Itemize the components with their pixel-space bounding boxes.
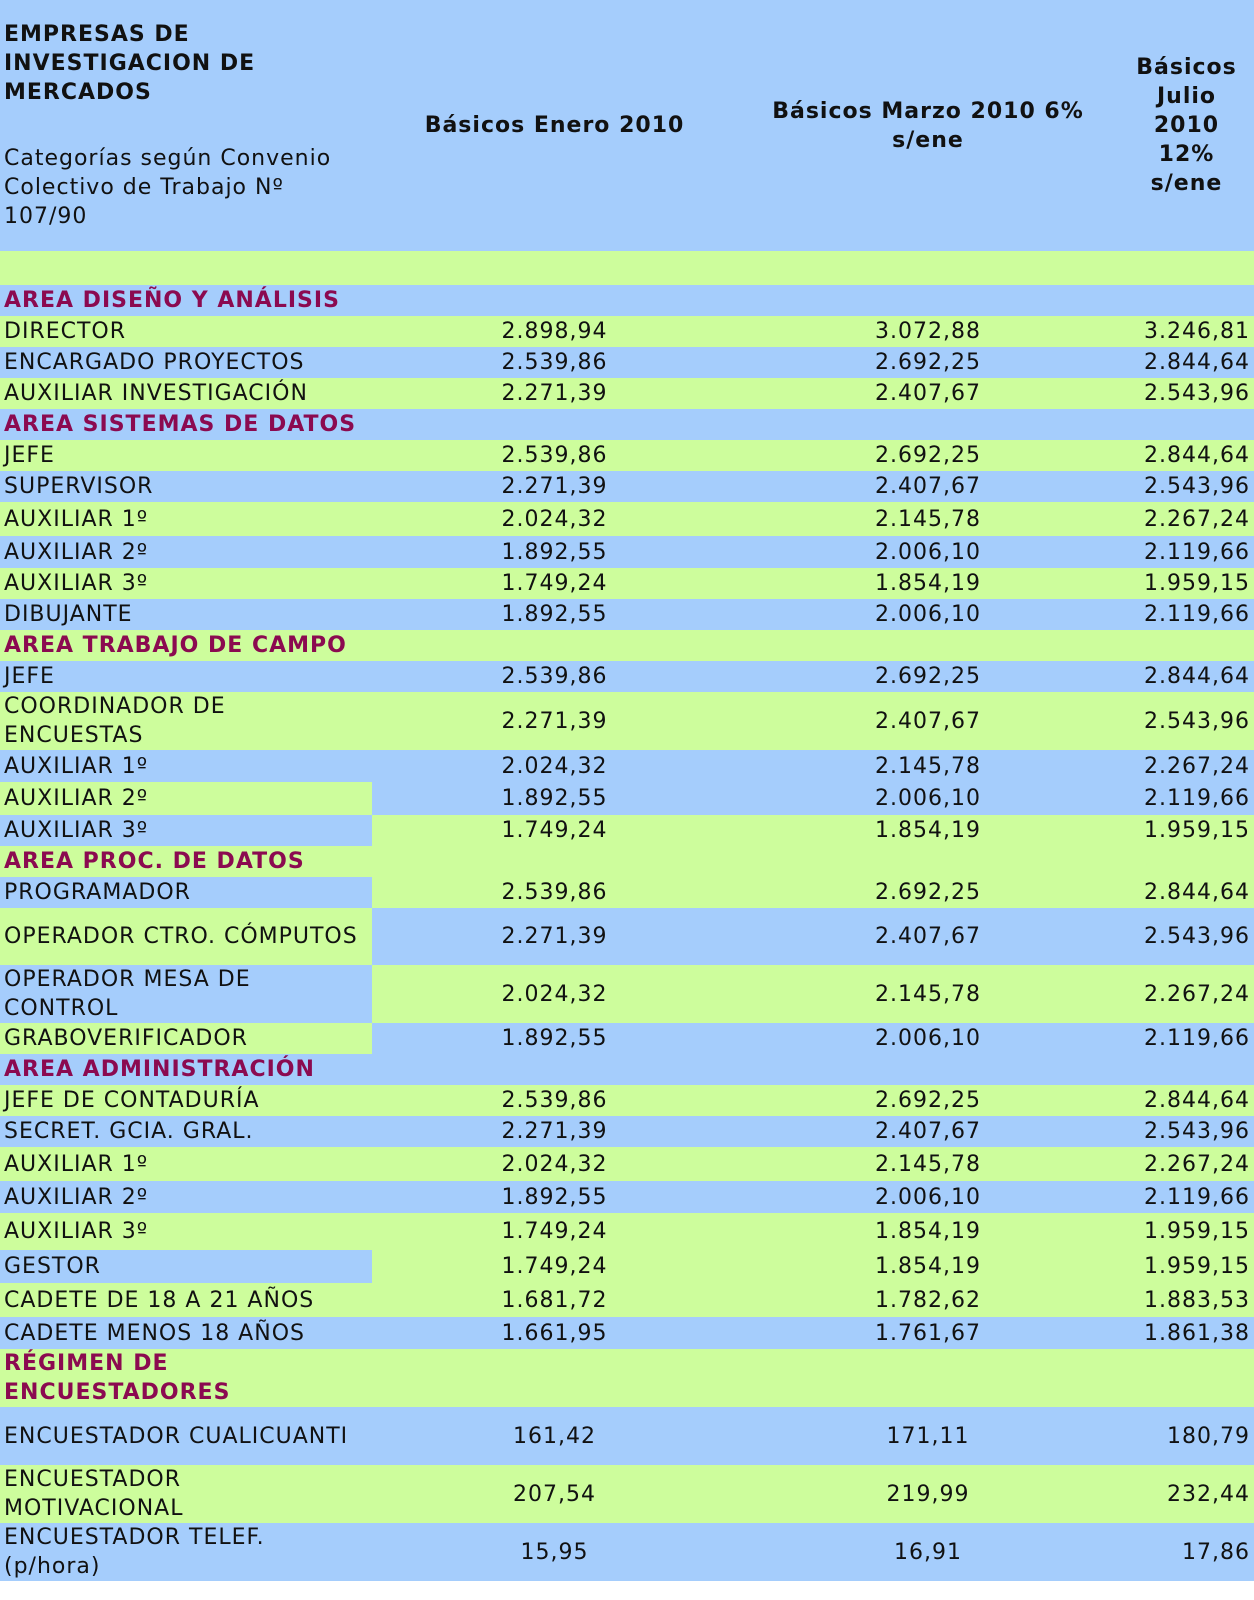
section-empty-cell xyxy=(737,630,1119,661)
table-row xyxy=(0,908,1254,965)
category-label: AUXILIAR 1º xyxy=(0,750,372,782)
value-julio: 1.959,15 xyxy=(1119,568,1254,599)
value-enero: 2.539,86 xyxy=(372,440,737,471)
value-enero: 2.539,86 xyxy=(372,1085,737,1116)
category-label: PROGRAMADOR xyxy=(0,877,372,908)
value-julio: 2.543,96 xyxy=(1119,471,1254,502)
value-marzo: 2.006,10 xyxy=(737,1023,1119,1054)
value-marzo: 1.854,19 xyxy=(737,568,1119,599)
section-empty-cell xyxy=(372,1054,737,1085)
category-label: AUXILIAR 1º xyxy=(0,1147,372,1181)
value-marzo: 171,11 xyxy=(737,1407,1119,1465)
value-enero: 1.749,24 xyxy=(372,815,737,846)
value-julio: 2.119,66 xyxy=(1119,1181,1254,1213)
value-marzo: 2.407,67 xyxy=(737,1116,1119,1147)
value-julio: 17,86 xyxy=(1119,1523,1254,1581)
value-enero: 2.898,94 xyxy=(372,316,737,347)
category-label: JEFE xyxy=(0,440,372,471)
table-row xyxy=(0,316,1254,347)
category-label: AUXILIAR INVESTIGACIÓN xyxy=(0,378,372,409)
value-marzo: 2.006,10 xyxy=(737,782,1119,815)
value-marzo: 2.145,78 xyxy=(737,750,1119,782)
category-label: CADETE MENOS 18 AÑOS xyxy=(0,1317,372,1349)
section-empty-cell xyxy=(737,409,1119,440)
section-title: AREA ADMINISTRACIÓN xyxy=(0,1054,372,1085)
value-julio: 3.246,81 xyxy=(1119,316,1254,347)
section-empty-cell xyxy=(372,846,737,877)
category-label: OPERADOR CTRO. CÓMPUTOS xyxy=(0,908,372,965)
section-empty-cell xyxy=(372,409,737,440)
section-empty-cell xyxy=(1119,846,1254,877)
value-marzo: 2.692,25 xyxy=(737,661,1119,692)
section-row xyxy=(0,285,1254,316)
table-row xyxy=(0,1023,1254,1054)
value-marzo: 16,91 xyxy=(737,1523,1119,1581)
value-marzo: 2.145,78 xyxy=(737,965,1119,1023)
category-label: AUXILIAR 2º xyxy=(0,782,372,815)
category-label: AUXILIAR 1º xyxy=(0,502,372,536)
section-title: AREA PROC. DE DATOS xyxy=(0,846,372,877)
value-marzo: 2.407,67 xyxy=(737,471,1119,502)
category-label: OPERADOR MESA DE CONTROL xyxy=(0,965,372,1023)
category-label: ENCUESTADOR MOTIVACIONAL xyxy=(0,1465,372,1523)
value-julio: 2.119,66 xyxy=(1119,599,1254,630)
value-marzo: 1.761,67 xyxy=(737,1317,1119,1349)
category-label: AUXILIAR 3º xyxy=(0,1213,372,1250)
category-label: AUXILIAR 3º xyxy=(0,815,372,846)
section-row xyxy=(0,1349,1254,1407)
category-label: ENCUESTADOR TELEF. (p/hora) xyxy=(0,1523,372,1581)
value-marzo: 2.692,25 xyxy=(737,347,1119,378)
category-label: CADETE DE 18 A 21 AÑOS xyxy=(0,1283,372,1317)
table-row xyxy=(0,1147,1254,1181)
value-julio: 2.267,24 xyxy=(1119,750,1254,782)
category-label: JEFE xyxy=(0,661,372,692)
section-title: AREA SISTEMAS DE DATOS xyxy=(0,409,372,440)
value-enero: 1.892,55 xyxy=(372,1023,737,1054)
section-empty-cell xyxy=(372,1349,737,1407)
value-julio: 180,79 xyxy=(1119,1407,1254,1465)
category-label: SUPERVISOR xyxy=(0,471,372,502)
value-julio: 2.543,96 xyxy=(1119,692,1254,750)
value-marzo: 1.782,62 xyxy=(737,1283,1119,1317)
value-marzo: 3.072,88 xyxy=(737,316,1119,347)
value-julio: 2.119,66 xyxy=(1119,536,1254,568)
table-row xyxy=(0,815,1254,846)
value-enero: 2.271,39 xyxy=(372,908,737,965)
value-enero: 2.539,86 xyxy=(372,877,737,908)
spacer-row xyxy=(0,251,1254,285)
value-julio: 2.119,66 xyxy=(1119,1023,1254,1054)
value-marzo: 1.854,19 xyxy=(737,1250,1119,1283)
table-row xyxy=(0,502,1254,536)
value-julio: 1.959,15 xyxy=(1119,1213,1254,1250)
value-julio: 1.861,38 xyxy=(1119,1317,1254,1349)
table-row xyxy=(0,568,1254,599)
value-julio: 2.844,64 xyxy=(1119,347,1254,378)
value-marzo: 2.145,78 xyxy=(737,1147,1119,1181)
value-julio: 1.883,53 xyxy=(1119,1283,1254,1317)
value-enero: 2.024,32 xyxy=(372,1147,737,1181)
table-row xyxy=(0,965,1254,1023)
section-empty-cell xyxy=(737,846,1119,877)
table-row xyxy=(0,1317,1254,1349)
table-row xyxy=(0,599,1254,630)
value-julio: 2.844,64 xyxy=(1119,440,1254,471)
col-header-marzo: Básicos Marzo 2010 6% s/ene xyxy=(772,98,1084,153)
table-row xyxy=(0,1181,1254,1213)
section-empty-cell xyxy=(1119,409,1254,440)
value-julio: 2.844,64 xyxy=(1119,877,1254,908)
category-label: JEFE DE CONTADURÍA xyxy=(0,1085,372,1116)
value-enero: 1.892,55 xyxy=(372,599,737,630)
value-enero: 2.271,39 xyxy=(372,1116,737,1147)
value-enero: 1.892,55 xyxy=(372,782,737,815)
table-row xyxy=(0,1407,1254,1465)
value-enero: 207,54 xyxy=(372,1465,737,1523)
value-enero: 2.024,32 xyxy=(372,965,737,1023)
value-marzo: 2.692,25 xyxy=(737,1085,1119,1116)
section-row xyxy=(0,1054,1254,1085)
value-marzo: 2.145,78 xyxy=(737,502,1119,536)
section-empty-cell xyxy=(737,285,1119,316)
value-enero: 161,42 xyxy=(372,1407,737,1465)
col-header-julio: Básicos Julio 2010 12% s/ene xyxy=(1136,55,1237,196)
value-enero: 1.749,24 xyxy=(372,568,737,599)
value-julio: 2.267,24 xyxy=(1119,965,1254,1023)
value-julio: 232,44 xyxy=(1119,1465,1254,1523)
col-header-enero: Básicos Enero 2010 xyxy=(424,113,685,138)
value-enero: 2.271,39 xyxy=(372,692,737,750)
table-row xyxy=(0,471,1254,502)
value-marzo: 2.692,25 xyxy=(737,440,1119,471)
value-julio: 1.959,15 xyxy=(1119,1250,1254,1283)
value-julio: 2.267,24 xyxy=(1119,1147,1254,1181)
table-row xyxy=(0,1283,1254,1317)
category-label: AUXILIAR 3º xyxy=(0,568,372,599)
section-row xyxy=(0,630,1254,661)
value-julio: 1.959,15 xyxy=(1119,815,1254,846)
value-enero: 1.749,24 xyxy=(372,1250,737,1283)
category-label: SECRET. GCIA. GRAL. xyxy=(0,1116,372,1147)
category-label: COORDINADOR DE ENCUESTAS xyxy=(0,692,372,750)
table-row xyxy=(0,1465,1254,1523)
value-marzo: 2.006,10 xyxy=(737,599,1119,630)
value-julio: 2.267,24 xyxy=(1119,502,1254,536)
table-row xyxy=(0,347,1254,378)
value-enero: 2.024,32 xyxy=(372,502,737,536)
section-row xyxy=(0,409,1254,440)
spacer-cell xyxy=(1119,251,1254,285)
category-label: ENCARGADO PROYECTOS xyxy=(0,347,372,378)
table-row xyxy=(0,1116,1254,1147)
value-enero: 1.749,24 xyxy=(372,1213,737,1250)
table-row xyxy=(0,1250,1254,1283)
table-row xyxy=(0,536,1254,568)
table-row xyxy=(0,378,1254,409)
header-org-cell xyxy=(0,0,372,251)
value-julio: 2.844,64 xyxy=(1119,1085,1254,1116)
value-julio: 2.543,96 xyxy=(1119,1116,1254,1147)
section-row xyxy=(0,846,1254,877)
value-enero: 2.024,32 xyxy=(372,750,737,782)
value-marzo: 2.407,67 xyxy=(737,908,1119,965)
section-title: AREA DISEÑO Y ANÁLISIS xyxy=(0,285,372,316)
table-row xyxy=(0,1523,1254,1581)
value-marzo: 2.006,10 xyxy=(737,536,1119,568)
section-empty-cell xyxy=(1119,630,1254,661)
value-enero: 1.661,95 xyxy=(372,1317,737,1349)
table-row xyxy=(0,1085,1254,1116)
table-row xyxy=(0,1213,1254,1250)
category-label: DIBUJANTE xyxy=(0,599,372,630)
spacer-cell xyxy=(372,251,737,285)
value-enero: 1.681,72 xyxy=(372,1283,737,1317)
value-marzo: 1.854,19 xyxy=(737,815,1119,846)
value-marzo: 219,99 xyxy=(737,1465,1119,1523)
value-julio: 2.543,96 xyxy=(1119,378,1254,409)
category-label: DIRECTOR xyxy=(0,316,372,347)
section-empty-cell xyxy=(1119,1054,1254,1085)
value-marzo: 2.407,67 xyxy=(737,378,1119,409)
value-enero: 2.539,86 xyxy=(372,347,737,378)
value-julio: 2.119,66 xyxy=(1119,782,1254,815)
spacer-cell xyxy=(0,251,372,285)
section-title: RÉGIMEN DE ENCUESTADORES xyxy=(0,1349,372,1407)
spacer-cell xyxy=(737,251,1119,285)
value-enero: 2.271,39 xyxy=(372,471,737,502)
value-enero: 1.892,55 xyxy=(372,536,737,568)
section-empty-cell xyxy=(737,1349,1119,1407)
table-row xyxy=(0,692,1254,750)
categories-note: Categorías según Convenio Colectivo de Trabajo Nº 107/90 xyxy=(4,146,332,229)
table-row xyxy=(0,877,1254,908)
table-row xyxy=(0,782,1254,815)
section-title: AREA TRABAJO DE CAMPO xyxy=(0,630,372,661)
table-row xyxy=(0,661,1254,692)
value-enero: 2.539,86 xyxy=(372,661,737,692)
category-label: GRABOVERIFICADOR xyxy=(0,1023,372,1054)
header-row xyxy=(0,0,1254,251)
value-marzo: 1.854,19 xyxy=(737,1213,1119,1250)
table-row xyxy=(0,440,1254,471)
value-julio: 2.543,96 xyxy=(1119,908,1254,965)
section-empty-cell xyxy=(1119,285,1254,316)
section-empty-cell xyxy=(1119,1349,1254,1407)
section-empty-cell xyxy=(737,1054,1119,1085)
category-label: ENCUESTADOR CUALICUANTI xyxy=(0,1407,372,1465)
value-enero: 1.892,55 xyxy=(372,1181,737,1213)
section-empty-cell xyxy=(372,630,737,661)
value-enero: 15,95 xyxy=(372,1523,737,1581)
value-julio: 2.844,64 xyxy=(1119,661,1254,692)
category-label: AUXILIAR 2º xyxy=(0,536,372,568)
value-marzo: 2.006,10 xyxy=(737,1181,1119,1213)
table-row xyxy=(0,750,1254,782)
org-title: EMPRESAS DE INVESTIGACION DE MERCADOS xyxy=(4,22,256,105)
section-empty-cell xyxy=(372,285,737,316)
value-marzo: 2.692,25 xyxy=(737,877,1119,908)
category-label: GESTOR xyxy=(0,1250,372,1283)
category-label: AUXILIAR 2º xyxy=(0,1181,372,1213)
value-enero: 2.271,39 xyxy=(372,378,737,409)
value-marzo: 2.407,67 xyxy=(737,692,1119,750)
